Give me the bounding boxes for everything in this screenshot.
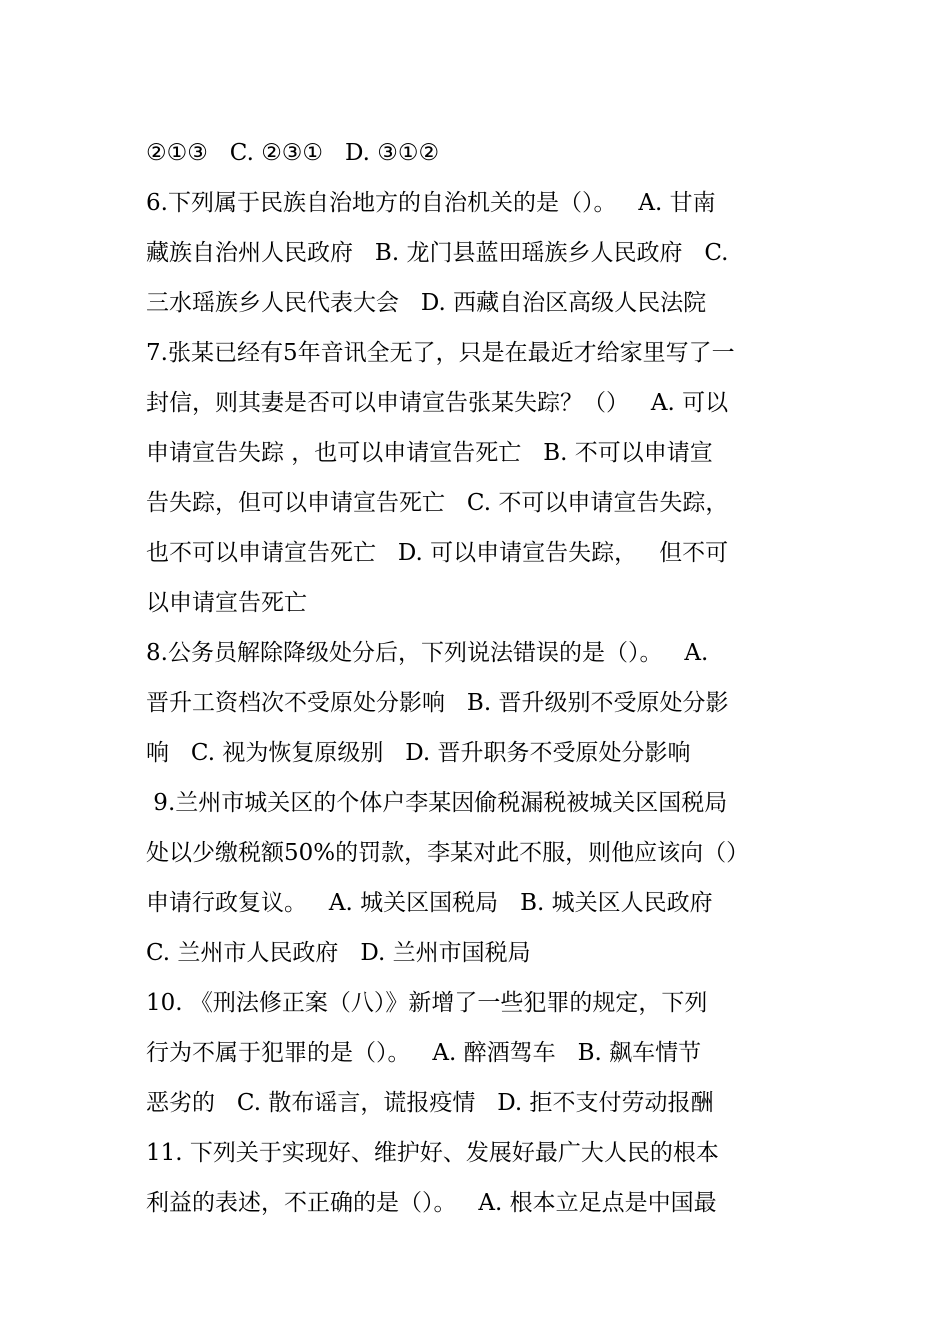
text-line: C. 兰州市人民政府 D. 兰州市国税局 (146, 940, 531, 966)
text-line: 利益的表述，不正确的是（）。 A. 根本立足点是中国最 (146, 1190, 717, 1216)
text-line: ②①③ C. ②③① D. ③①② (146, 140, 440, 166)
text-line: 响 C. 视为恢复原级别 D. 晋升职务不受原处分影响 (146, 740, 691, 766)
text-line: 三水瑶族乡人民代表大会 D. 西藏自治区高级人民法院 (146, 290, 707, 316)
text-line: 晋升工资档次不受原处分影响 B. 晋升级别不受原处分影 (146, 690, 729, 716)
text-line: 藏族自治州人民政府 B. 龙门县蓝田瑶族乡人民政府 C. (146, 240, 729, 266)
text-line: 申请行政复议。 A. 城关区国税局 B. 城关区人民政府 (146, 890, 713, 916)
text-line: 11. 下列关于实现好、维护好、发展好最广大人民的根本 (146, 1140, 719, 1166)
document-body (146, 128, 806, 1228)
text-line: 7.张某已经有5年音讯全无了，只是在最近才给家里写了一 (146, 340, 735, 366)
text-line: 10. 《刑法修正案（八）》新增了一些犯罪的规定，下列 (146, 990, 708, 1016)
text-line: 9.兰州市城关区的个体户李某因偷税漏税被城关区国税局 (146, 790, 728, 816)
text-line: 以申请宣告死亡 (146, 590, 307, 616)
text-line: 处以少缴税额50%的罚款，李某对此不服，则他应该向（） (146, 840, 750, 866)
text-line: 封信，则其妻是否可以申请宣告张某失踪？（） A. 可以 (146, 390, 729, 416)
text-line: 恶劣的 C. 散布谣言，谎报疫情 D. 拒不支付劳动报酬 (146, 1090, 714, 1116)
text-line: 申请宣告失踪 ，也可以申请宣告死亡 B. 不可以申请宣 (146, 440, 713, 466)
text-line: 6.下列属于民族自治地方的自治机关的是（）。 A. 甘南 (146, 190, 716, 216)
text-line: 告失踪，但可以申请宣告死亡 C. 不可以申请宣告失踪， (146, 490, 729, 516)
text-line: 也不可以申请宣告死亡 D. 可以申请宣告失踪， 但不可 (146, 540, 729, 566)
text-line: 8.公务员解除降级处分后，下列说法错误的是（）。 A. (146, 640, 709, 666)
text-line: 行为不属于犯罪的是（）。 A. 醉酒驾车 B. 飙车情节 (146, 1040, 702, 1066)
